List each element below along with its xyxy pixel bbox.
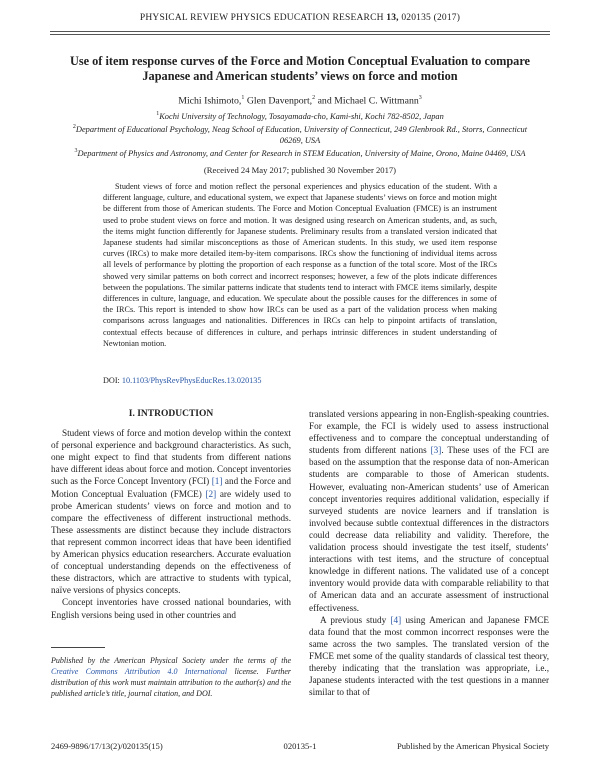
header-rule-bottom bbox=[50, 34, 550, 35]
paragraph: translated versions appearing in non-English-speaking countries. For example, the FCI is widely used to assess instructional effectiveness and to compare the conceptual understanding of students from different nations [3]. These uses of the FCI are based on the assumption that the response data of non-American students are comparable to those of American students. However, evaluating non-American students’ use of American concept inventories requires additional validation, especially if surveyed students are novice learners and if translation is involved because subtle contextual differences in the distractors could decrease data reliability and validity. Therefore, the validation process should investigate the test itself, students’ interactions with test items, and the structure of conceptual knowledge in different nations. The validated use of a concept inventory would provide data with comparable reliability to that of American data and an accurate assessment of instructional effectiveness. bbox=[309, 409, 550, 613]
section-heading: I. INTRODUCTION bbox=[128, 409, 214, 419]
affiliation: $^1$Kochi University of Technology, Tosayamada-cho, Kami-shi, Kochi 782-8502, Japan bbox=[156, 111, 444, 121]
license-link[interactable]: Creative Commons Attribution 4.0 International bbox=[51, 667, 228, 676]
author-affiliation-mark: 1 bbox=[241, 95, 245, 101]
paragraph: A previous study [4] using American and Japanese FMCE data found that the most common incorrect responses were the same across the two samples. The translated version of the FMCE met some of the quality standards of classical test theory, thereby indicating that the translation was appropriate, i.e., Japanese students interacted with the test questions in a manner similar to that of bbox=[309, 614, 550, 698]
citation-link[interactable]: [3] bbox=[430, 445, 442, 456]
license-footnote: Published by the American Physical Society under the terms of the Creative Commons Attribution 4.0 International license. Further distribution of this work must maintain attribution to the author(s) and the published article’s title, journal citation, and DOI. bbox=[51, 656, 291, 698]
volume: 13, bbox=[386, 13, 399, 23]
doi-line bbox=[103, 376, 261, 385]
author-affiliation-mark: 2 bbox=[312, 95, 316, 101]
doi-label: DOI: bbox=[103, 376, 120, 385]
footnote-rule bbox=[51, 647, 105, 648]
affiliation: $^3$Department of Physics and Astronomy, and Center for Research in STEM Education, University of Maine, Orono, Maine 04469, USA bbox=[74, 148, 526, 158]
running-head bbox=[0, 13, 600, 23]
author-affiliation-mark: 3 bbox=[418, 95, 422, 101]
author-name: Michi Ishimoto, bbox=[178, 95, 242, 107]
author-name: and Michael C. Wittmann bbox=[317, 95, 419, 107]
paragraph: Student views of force and motion develop within the context of personal experience and background characteristics. As such, one might expect to find that students from different nations have different ideas about force and motion. Concept inventories such as the Force Concept Inventory (FCI) [1] and the Force and Motion Conceptual Evaluation (FMCE) [2] are widely used to probe American students’ views on force and motion and to compare the effectiveness of different instructional methods. These assessments are distinct because they include distractors that represent common incorrect ideas that have been identified by American physics education researchers. Accurate evaluation of conceptual understanding depends on the effectiveness of these distractors, which are attractive to students with typical, naïve versions of physics concepts. bbox=[51, 428, 292, 596]
footer-publisher: Published by the American Physical Society bbox=[396, 741, 549, 751]
right-column bbox=[309, 408, 549, 698]
citation-link[interactable]: [4] bbox=[390, 614, 402, 625]
affiliations bbox=[70, 109, 530, 159]
citation-link[interactable]: [2] bbox=[205, 488, 217, 499]
doi-link[interactable]: 10.1103/PhysRevPhysEducRes.13.020135 bbox=[121, 376, 262, 385]
left-column bbox=[51, 408, 291, 621]
header-rule-top bbox=[50, 31, 550, 32]
affiliation: $^2$Department of Educational Psychology, Neag School of Education, University of Connecticut, 249 Glenbrook Rd., Storrs, Connecticut 06269, USA bbox=[72, 124, 528, 145]
author-list bbox=[60, 95, 540, 106]
footer-issn: 2469-9896/17/13(2)/020135(15) bbox=[51, 741, 163, 751]
footer-page-number: 020135-1 bbox=[283, 741, 317, 751]
abstract: Student views of force and motion reflect the personal experiences and physics education of the student. With a different language, culture, and educational system, we expect that Japanese students’ views on force and motion might be different from those of American students. The Force and Motion Conceptual Evaluation (FMCE) is an instrument used to probe student views on force and motion. It was designed using research on American students, and, as such, the items might function differently for Japanese students. Preliminary results from a translated version indicated that Japanese students had similar misconceptions as those of American students. In this study, we used item response curves (IRCs) to make more detailed item-by-item comparisons. IRCs show the functioning of individual items across all levels of performance by plotting the proportion of each response as a function of the total score. Most of the IRCs showed very similar patterns on both correct and incorrect responses; however, a few of the plots indicate differences between the populations. The similar patterns indicate that students tend to interact with FMCE items similarly, despite differences in culture, language, and education. We speculate about the possible causes for the differences in some of the IRCs. This report is intended to show how IRCs can be used as a part of the validation process when making comparisons across languages and nationalities. Differences in IRCs can help to pinpoint artifacts of translation, contextual effects because of differences in culture, and perhaps intrinsic differences in student understanding of Newtonian motion. bbox=[103, 182, 497, 348]
paper-title: Use of item response curves of the Force and Motion Conceptual Evaluation to compare Japanese and American students’ views on force and motion bbox=[69, 54, 531, 83]
paragraph: Concept inventories have crossed national boundaries, with English versions being used in other countries and bbox=[51, 597, 291, 620]
author-name: Glen Davenport, bbox=[246, 95, 313, 107]
received-dates: (Received 24 May 2017; published 30 November 2017) bbox=[203, 165, 397, 175]
article-info: 020135 (2017) bbox=[401, 13, 461, 23]
journal-name: PHYSICAL REVIEW PHYSICS EDUCATION RESEARCH bbox=[139, 13, 384, 23]
citation-link[interactable]: [1] bbox=[211, 476, 223, 487]
